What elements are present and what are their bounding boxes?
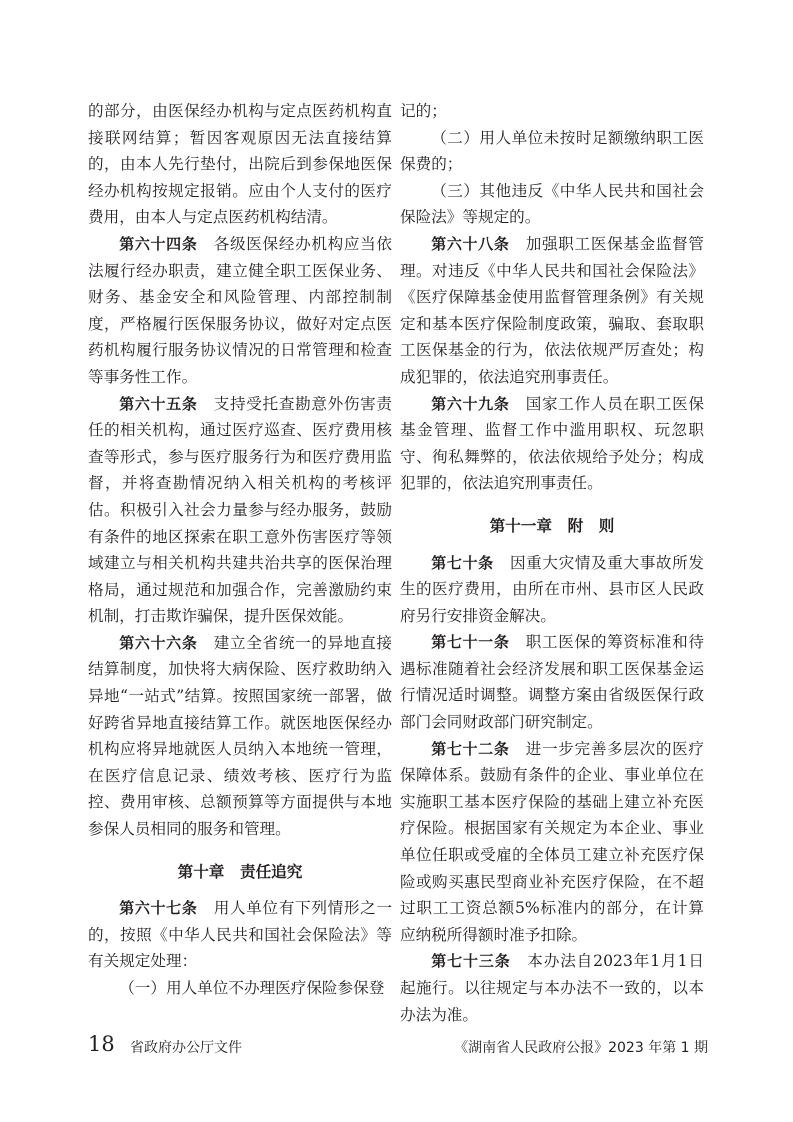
article-72 [400,736,704,949]
article-heading: 第六十八条 [431,234,510,253]
list-item-3: （三）其他违反《中华人民共和国社会保险法》等规定的。 [400,181,704,227]
article-heading: 第七十条 [431,553,494,572]
chapter-heading-11: 第十一章 附 则 [489,516,615,535]
article-69 [400,391,704,497]
article-heading: 第六十九条 [431,394,510,413]
article-64 [88,231,392,391]
journal-name: 《湖南省人民政府公报》2023 年第 1 期 [454,1040,708,1056]
chapter-heading-10: 第十章 责任追究 [177,862,303,881]
article-text: 因重大灾情及重大事故所发生的医疗费用，由所在市州、县市区人民政府另行安排资金解决。 [400,553,704,625]
article-70 [400,550,704,630]
article-text: 本办法自2023年1月1日起施行。以往规定与本办法不一致的，以本办法为准。 [400,952,704,1024]
article-text: 进一步完善多层次的医疗保障体系。鼓励有条件的企业、事业单位在实施职工基本医疗保险的基础上建立补充医疗保险。根据国家有关规定为本企业、事业单位任职或受雇的全体员工建立补充医疗保险或购买惠民型商业补充医疗保险，在不超过职工工资总额5%标准内的部分，在计算应纳税所得额时准予扣除。 [400,739,704,944]
article-heading: 第六十四条 [119,234,198,253]
article-73 [400,948,704,1028]
article-text: 国家工作人员在职工医保基金管理、监督工作中滥用职权、玩忽职守、徇私舞弊的，依法依规给予处分；构成犯罪的，依法追究刑事责任。 [400,394,704,493]
list-item-1: （一）用人单位不办理医疗保险参保登 [119,979,385,997]
issuing-office: 省政府办公厅文件 [130,1040,242,1056]
article-heading: 第六十五条 [119,394,198,413]
page-number: 18 [88,1032,115,1056]
article-text: 加强职工医保基金监督管理。对违反《中华人民共和国社会保险法》《医疗保障基金使用监督管理条例》有关规定和基本医疗保险制度政策，骗取、套取职工医保基金的行为，依法依规严厉查处；构成犯罪的，依法追究刑事责任。 [400,234,704,386]
article-text: 各级医保经办机构应当依法履行经办职责，建立健全职工医保业务、财务、基金安全和风险管理、内部控制制度，严格履行医保服务协议，做好对定点医药机构履行服务协议情况的日常管理和检查等事务性工作。 [88,234,392,386]
article-heading: 第七十二条 [431,739,510,758]
right-column [400,98,704,1028]
article-heading: 第七十三条 [431,952,511,971]
article-65 [88,391,392,630]
paragraph-text: 的部分，由医保经办机构与定点医药机构直接联网结算；暂因客观原因无法直接结算的，由本人先行垫付，出院后到参保地医保经办机构按规定报销。应由个人支付的医疗费用，由本人与定点医药机构结清。 [88,102,392,227]
article-text: 用人单位有下列情形之一的，按照《中华人民共和国社会保险法》等有关规定处理： [88,899,392,971]
paragraph-continued [88,98,392,231]
article-heading: 第七十一条 [431,633,510,652]
article-text: 建立全省统一的异地直接结算制度，加快将大病保险、医疗救助纳入异地“一站式”结算。按照国家统一部署，做好跨省异地直接结算工作。就医地医保经办机构应将异地就医人员纳入本地统一管理，在医疗信息记录、绩效考核、医疗行为监控、费用审核、总额预算等方面提供与本地参保人员相同的服务和管理。 [88,633,392,839]
list-item-2: （二）用人单位未按时足额缴纳职工医保费的； [400,128,704,174]
article-text: 职工医保的筹资标准和待遇标准随着社会经济发展和职工医保基金运行情况适时调整。调整方案由省级医保行政部门会同财政部门研究制定。 [400,633,704,732]
article-heading: 第六十六条 [119,633,198,652]
article-68 [400,231,704,391]
page-footer [88,1032,708,1061]
article-71 [400,629,704,735]
article-66 [88,630,392,843]
article-heading: 第六十七条 [119,899,198,918]
paragraph-continued: 记的； [400,102,447,120]
article-67 [88,895,392,975]
article-text: 支持受托查勘意外伤害责任的相关机构，通过医疗巡查、医疗费用核查等形式，参与医疗服务行为和医疗费用监督，并将查勘情况纳入相关机构的考核评估。积极引入社会力量参与经办服务，鼓励有条件的地区探索在职工意外伤害医疗等领域建立与相关机构共建共治共享的医保治理格局，通过规范和加强合作，完善激励约束机制，打击欺诈骗保，提升医保效能。 [88,394,392,626]
left-column [88,98,392,1002]
